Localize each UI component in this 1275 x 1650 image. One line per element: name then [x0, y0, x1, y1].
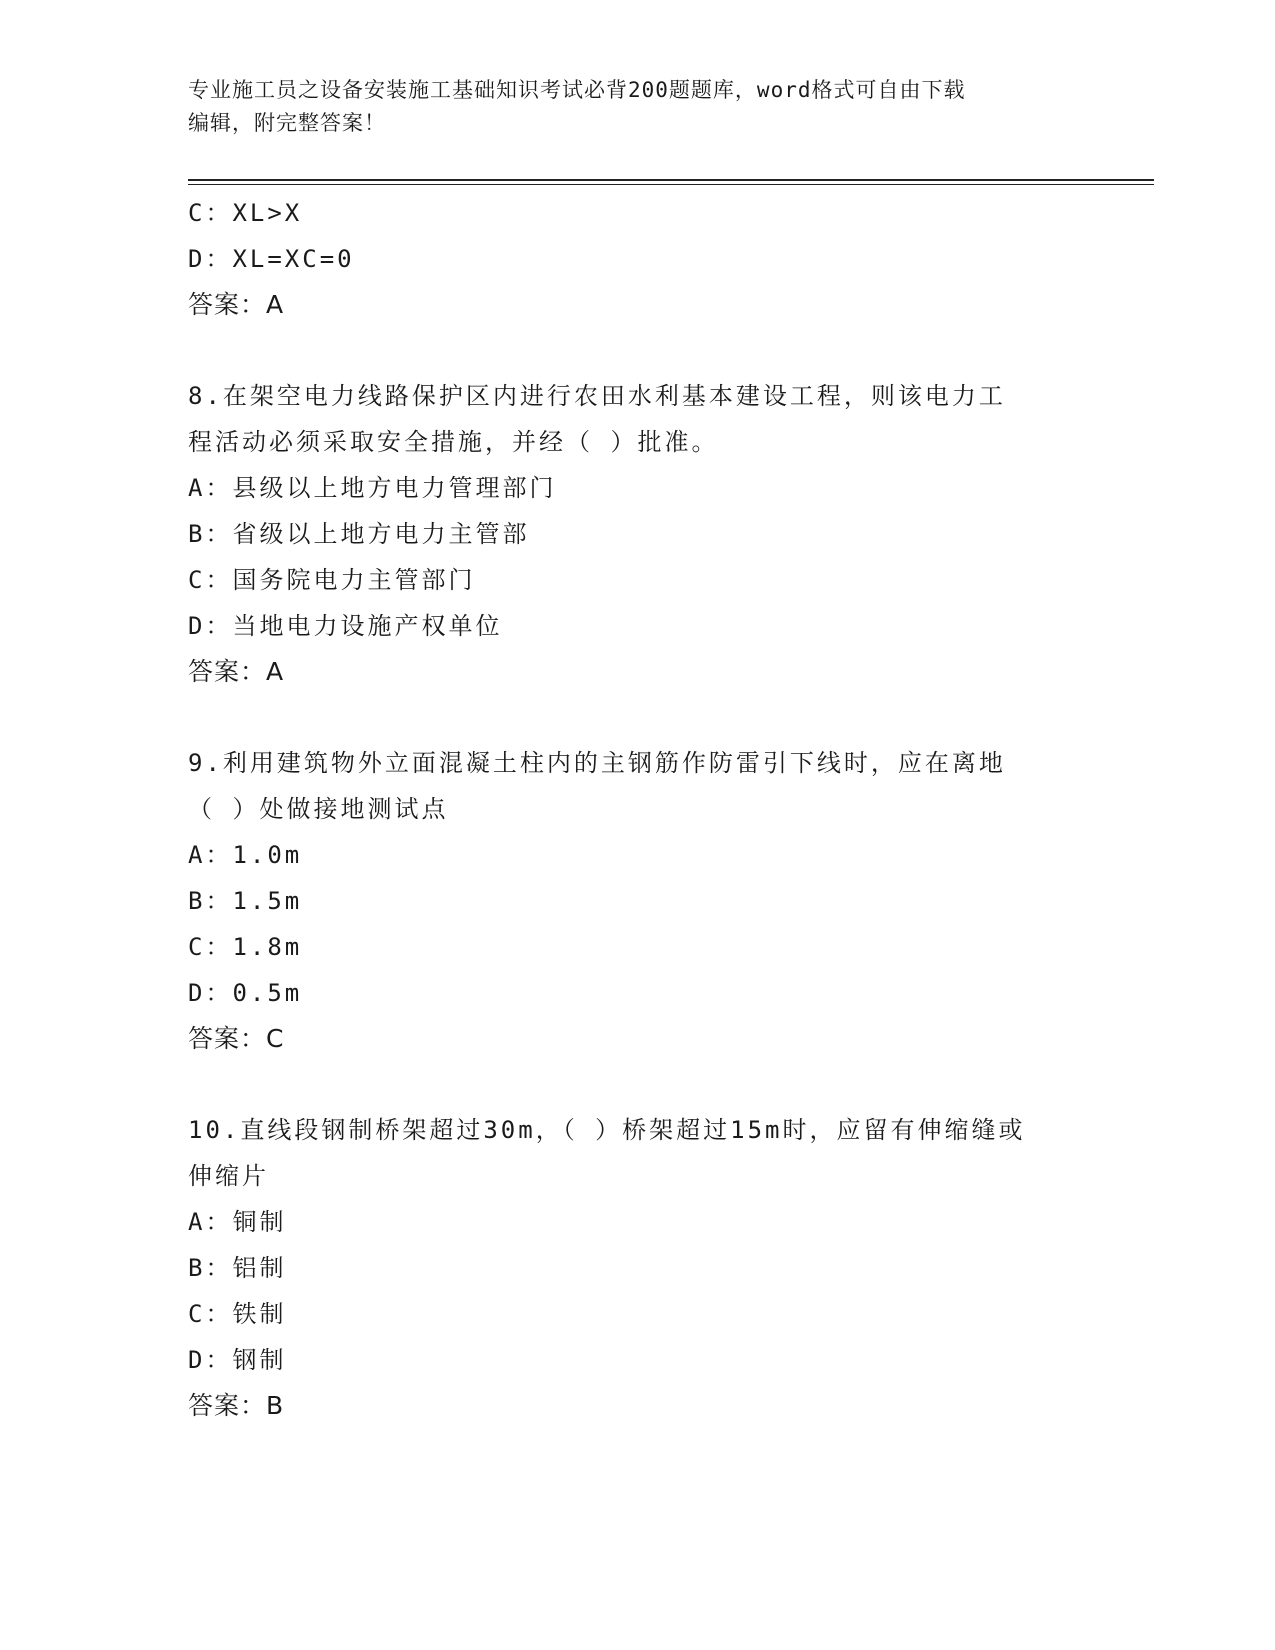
question-text-line-1: 8.在架空电力线路保护区内进行农田水利基本建设工程，则该电力工 — [188, 382, 1006, 410]
option-d: D：XL=XC=0 — [188, 245, 355, 273]
question-8 — [188, 373, 1088, 695]
question-10 — [188, 1107, 1088, 1429]
spacer — [188, 1062, 1088, 1107]
option-d: D：当地电力设施产权单位 — [188, 612, 503, 640]
option-c: C：国务院电力主管部门 — [188, 566, 476, 594]
header-line-1: 专业施工员之设备安装施工基础知识考试必背200题题库，word格式可自由下载 — [188, 78, 966, 102]
spacer — [188, 328, 1088, 373]
answer-line: 答案：A — [188, 290, 285, 319]
option-d: D：钢制 — [188, 1346, 287, 1374]
question-9 — [188, 740, 1088, 1062]
question-text-line-1: 10.直线段钢制桥架超过30m，（ ）桥架超过15m时，应留有伸缩缝或 — [188, 1116, 1026, 1144]
option-a: A：县级以上地方电力管理部门 — [188, 474, 557, 502]
option-c: C：铁制 — [188, 1300, 287, 1328]
option-b: B：铝制 — [188, 1254, 287, 1282]
option-b: B：省级以上地方电力主管部 — [188, 520, 530, 548]
option-b: B：1.5m — [188, 887, 303, 915]
question-content — [188, 190, 1088, 1429]
question-text-line-2: 程活动必须采取安全措施，并经（ ）批准。 — [188, 428, 719, 456]
answer-line: 答案：C — [188, 1024, 285, 1053]
option-c: C：1.8m — [188, 933, 303, 961]
question-text-line-2: 伸缩片 — [188, 1162, 269, 1190]
option-a: A：1.0m — [188, 841, 303, 869]
answer-line: 答案：B — [188, 1391, 285, 1420]
option-c: C：XL>X — [188, 199, 303, 227]
question-7-tail — [188, 190, 1088, 328]
page-header — [188, 74, 1088, 140]
option-d: D：0.5m — [188, 979, 303, 1007]
question-text-line-2: （ ）处做接地测试点 — [188, 795, 449, 823]
option-a: A：铜制 — [188, 1208, 287, 1236]
header-line-2: 编辑，附完整答案！ — [188, 111, 386, 135]
spacer — [188, 695, 1088, 740]
header-rule-thick — [188, 179, 1154, 181]
answer-line: 答案：A — [188, 657, 285, 686]
question-text-line-1: 9.利用建筑物外立面混凝土柱内的主钢筋作防雷引下线时，应在离地 — [188, 749, 1006, 777]
header-rule-thin — [188, 184, 1154, 185]
